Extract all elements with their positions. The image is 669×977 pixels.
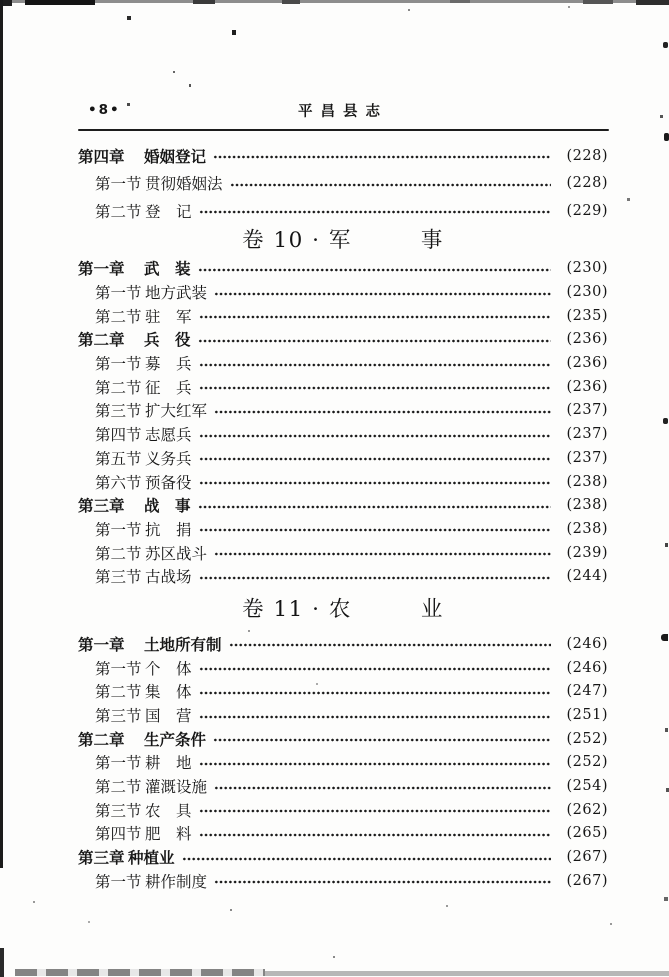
toc-row	[78, 375, 608, 399]
page-ref: (265)	[566, 825, 608, 842]
toc-group	[78, 594, 608, 893]
entry-label: 第二节	[95, 202, 142, 221]
volume-heading: 卷 11 · 农 业	[242, 597, 444, 623]
page-ref: (229)	[566, 202, 608, 219]
scan-speck	[230, 909, 232, 911]
page-ref: (244)	[566, 568, 608, 585]
dot-leader	[199, 209, 551, 215]
scan-artifact	[25, 0, 95, 5]
entry-label: 第一节	[95, 355, 142, 374]
entry-label: 第一章	[78, 634, 125, 654]
entry-label: 第四节	[95, 426, 142, 445]
entry-title: 驻 军	[145, 307, 192, 326]
entry-title: 集 体	[145, 683, 192, 702]
entry-title: 国 营	[145, 707, 192, 726]
toc-rows	[78, 142, 608, 225]
entry-title: 义务兵	[145, 449, 192, 468]
entry-title: 农 具	[145, 801, 192, 820]
dot-leader	[213, 154, 551, 160]
scan-artifact	[583, 0, 613, 4]
page-ref: (247)	[566, 683, 608, 700]
toc-row	[78, 541, 608, 565]
toc-row	[78, 680, 608, 704]
page-ref: (238)	[566, 520, 608, 537]
toc-row	[78, 822, 608, 846]
dot-leader	[199, 832, 551, 838]
entry-label: 第一节	[95, 520, 142, 539]
toc-group	[78, 142, 608, 225]
scan-speck	[661, 634, 668, 641]
entry-title: 战 事	[144, 496, 191, 516]
toc-row	[78, 517, 608, 541]
toc-row	[78, 798, 608, 822]
page-ref: (236)	[566, 378, 608, 395]
toc-row	[78, 703, 608, 727]
entry-title: 武 装	[144, 259, 191, 279]
page-ref: (254)	[566, 778, 608, 795]
toc-row	[78, 422, 608, 446]
entry-label: 第一章	[78, 259, 125, 279]
scan-artifact	[282, 0, 300, 4]
toc-row	[78, 656, 608, 680]
entry-title: 生产条件	[144, 729, 207, 749]
toc-row	[78, 280, 608, 304]
entry-label: 第一节	[95, 872, 142, 891]
dot-leader	[230, 182, 551, 188]
dot-leader	[214, 879, 551, 885]
toc-row	[78, 446, 608, 470]
scan-artifact	[0, 948, 4, 977]
toc-row	[78, 328, 608, 352]
entry-title: 苏区战斗	[145, 544, 208, 563]
toc-rows	[78, 257, 608, 589]
entry-label: 第五节	[95, 449, 142, 468]
page-ref: (246)	[566, 635, 608, 652]
entry-label: 第一节	[95, 659, 142, 678]
dot-leader	[199, 362, 551, 368]
entry-title: 登 记	[145, 202, 192, 221]
scan-speck	[663, 42, 668, 48]
dot-leader	[214, 551, 551, 557]
scan-speck	[408, 9, 410, 11]
entry-title: 兵 役	[144, 330, 191, 350]
toc-row	[78, 197, 608, 225]
entry-title: 灌溉设施	[145, 778, 208, 797]
entry-label: 第三章	[78, 496, 125, 516]
entry-label: 第四节	[95, 825, 142, 844]
scan-speck	[127, 103, 130, 106]
entry-label: 第一节	[95, 175, 142, 194]
toc-row	[78, 493, 608, 517]
entry-title: 耕作制度	[145, 872, 208, 891]
page-header	[78, 100, 608, 122]
entry-label: 第二节	[95, 307, 142, 326]
dot-leader	[199, 714, 551, 720]
scan-speck	[173, 71, 175, 73]
entry-label: 第二节	[95, 683, 142, 702]
entry-title: 土地所有制	[144, 634, 222, 654]
entry-title: 扩大红军	[145, 402, 208, 421]
scan-speck	[232, 30, 236, 35]
entry-title: 预备役	[145, 473, 192, 492]
entry-title: 耕 地	[145, 754, 192, 773]
scan-speck	[446, 905, 448, 907]
dot-leader	[199, 385, 551, 391]
page-ref: (262)	[566, 801, 608, 818]
entry-label: 第三章	[78, 848, 125, 868]
dot-leader	[199, 575, 551, 581]
dot-leader	[199, 690, 551, 696]
page-ref: (252)	[566, 754, 608, 771]
scan-speck	[316, 683, 318, 685]
page-ref: (236)	[566, 355, 608, 372]
toc-row	[78, 632, 608, 656]
page-ref: (237)	[566, 449, 608, 466]
entry-label: 第二章	[78, 330, 125, 350]
volume-heading: 卷 10 · 军 事	[242, 227, 444, 253]
dot-leader	[199, 527, 551, 533]
scan-speck	[127, 16, 131, 20]
dot-leader	[199, 456, 551, 462]
scan-speck	[189, 84, 191, 87]
toc-row	[78, 845, 608, 869]
toc-row	[78, 869, 608, 893]
entry-label: 第一节	[95, 754, 142, 773]
entry-title: 抗 捐	[145, 520, 192, 539]
entry-title: 古战场	[145, 568, 192, 587]
entry-label: 第四章	[78, 146, 125, 166]
entry-title: 个 体	[145, 659, 192, 678]
entry-label: 第六节	[95, 473, 142, 492]
toc-row	[78, 774, 608, 798]
scan-bottom-strip	[15, 969, 265, 976]
scan-left-line	[0, 0, 3, 868]
entry-title: 婚姻登记	[144, 146, 207, 166]
scan-speck	[664, 133, 669, 141]
dot-leader	[199, 480, 551, 486]
scan-speck	[568, 6, 570, 8]
page-ref: (251)	[566, 707, 608, 724]
page-ref: (238)	[566, 473, 608, 490]
scan-artifact	[450, 0, 470, 3]
entry-title: 地方武装	[145, 284, 208, 303]
page-ref: (237)	[566, 402, 608, 419]
toc-row	[78, 564, 608, 588]
entry-title: 种植业	[128, 848, 175, 868]
toc-row	[78, 257, 608, 281]
scan-top-strip	[0, 0, 669, 3]
scan-speck	[665, 543, 668, 547]
dot-leader	[214, 409, 551, 415]
toc-row	[78, 142, 608, 170]
scan-speck	[660, 115, 663, 118]
scan-speck	[88, 921, 90, 923]
scan-speck	[664, 897, 668, 901]
entry-title: 肥 料	[145, 825, 192, 844]
toc-row	[78, 170, 608, 198]
dot-leader	[199, 761, 551, 767]
dot-leader	[199, 666, 551, 672]
scan-speck	[610, 923, 612, 925]
scan-speck	[248, 630, 250, 632]
page-ref: (228)	[566, 175, 608, 192]
entry-title: 志愿兵	[145, 426, 192, 445]
dot-leader	[229, 642, 551, 648]
scan-speck	[665, 728, 668, 732]
entry-label: 第二节	[95, 544, 142, 563]
toc-rows	[78, 632, 608, 893]
toc-row	[78, 751, 608, 775]
header-rule	[78, 129, 609, 131]
page-ref: (252)	[566, 730, 608, 747]
dot-leader	[198, 267, 551, 273]
entry-label: 第一节	[95, 284, 142, 303]
folio-page-number: •8•	[88, 102, 121, 118]
page-ref: (267)	[566, 849, 608, 866]
dot-leader	[214, 785, 551, 791]
toc	[78, 142, 608, 893]
scan-speck	[33, 901, 35, 903]
page-ref: (237)	[566, 426, 608, 443]
toc-row	[78, 727, 608, 751]
page-ref: (246)	[566, 659, 608, 676]
entry-label: 第三节	[95, 568, 142, 587]
entry-label: 第三节	[95, 402, 142, 421]
page-ref: (230)	[566, 260, 608, 277]
scan-speck	[627, 198, 630, 201]
dot-leader	[198, 504, 551, 510]
entry-label: 第二节	[95, 778, 142, 797]
dot-leader	[199, 433, 551, 439]
entry-label: 第二章	[78, 729, 125, 749]
dot-leader	[213, 737, 551, 743]
scan-speck	[333, 956, 335, 958]
dot-leader	[182, 856, 551, 862]
dot-leader	[199, 314, 551, 320]
toc-group	[78, 225, 608, 589]
scan-artifact	[636, 0, 669, 5]
toc-row	[78, 351, 608, 375]
dot-leader	[198, 338, 551, 344]
book-title: 平昌县志	[298, 104, 388, 120]
page-ref: (239)	[566, 544, 608, 561]
entry-label: 第三节	[95, 707, 142, 726]
entry-label: 第三节	[95, 801, 142, 820]
page-ref: (267)	[566, 872, 608, 889]
page-ref: (236)	[566, 331, 608, 348]
dot-leader	[214, 291, 551, 297]
toc-row	[78, 304, 608, 328]
scan-bottom-strip	[265, 971, 669, 976]
page-ref: (238)	[566, 497, 608, 514]
entry-title: 征 兵	[145, 378, 192, 397]
entry-title: 贯彻婚姻法	[145, 175, 223, 194]
page-ref: (230)	[566, 284, 608, 301]
dot-leader	[199, 808, 551, 814]
toc-row	[78, 470, 608, 494]
page-ref: (228)	[566, 147, 608, 164]
entry-title: 募 兵	[145, 355, 192, 374]
scan-artifact	[193, 0, 215, 4]
scan-speck	[663, 418, 668, 424]
page-ref: (235)	[566, 307, 608, 324]
toc-row	[78, 399, 608, 423]
entry-label: 第二节	[95, 378, 142, 397]
